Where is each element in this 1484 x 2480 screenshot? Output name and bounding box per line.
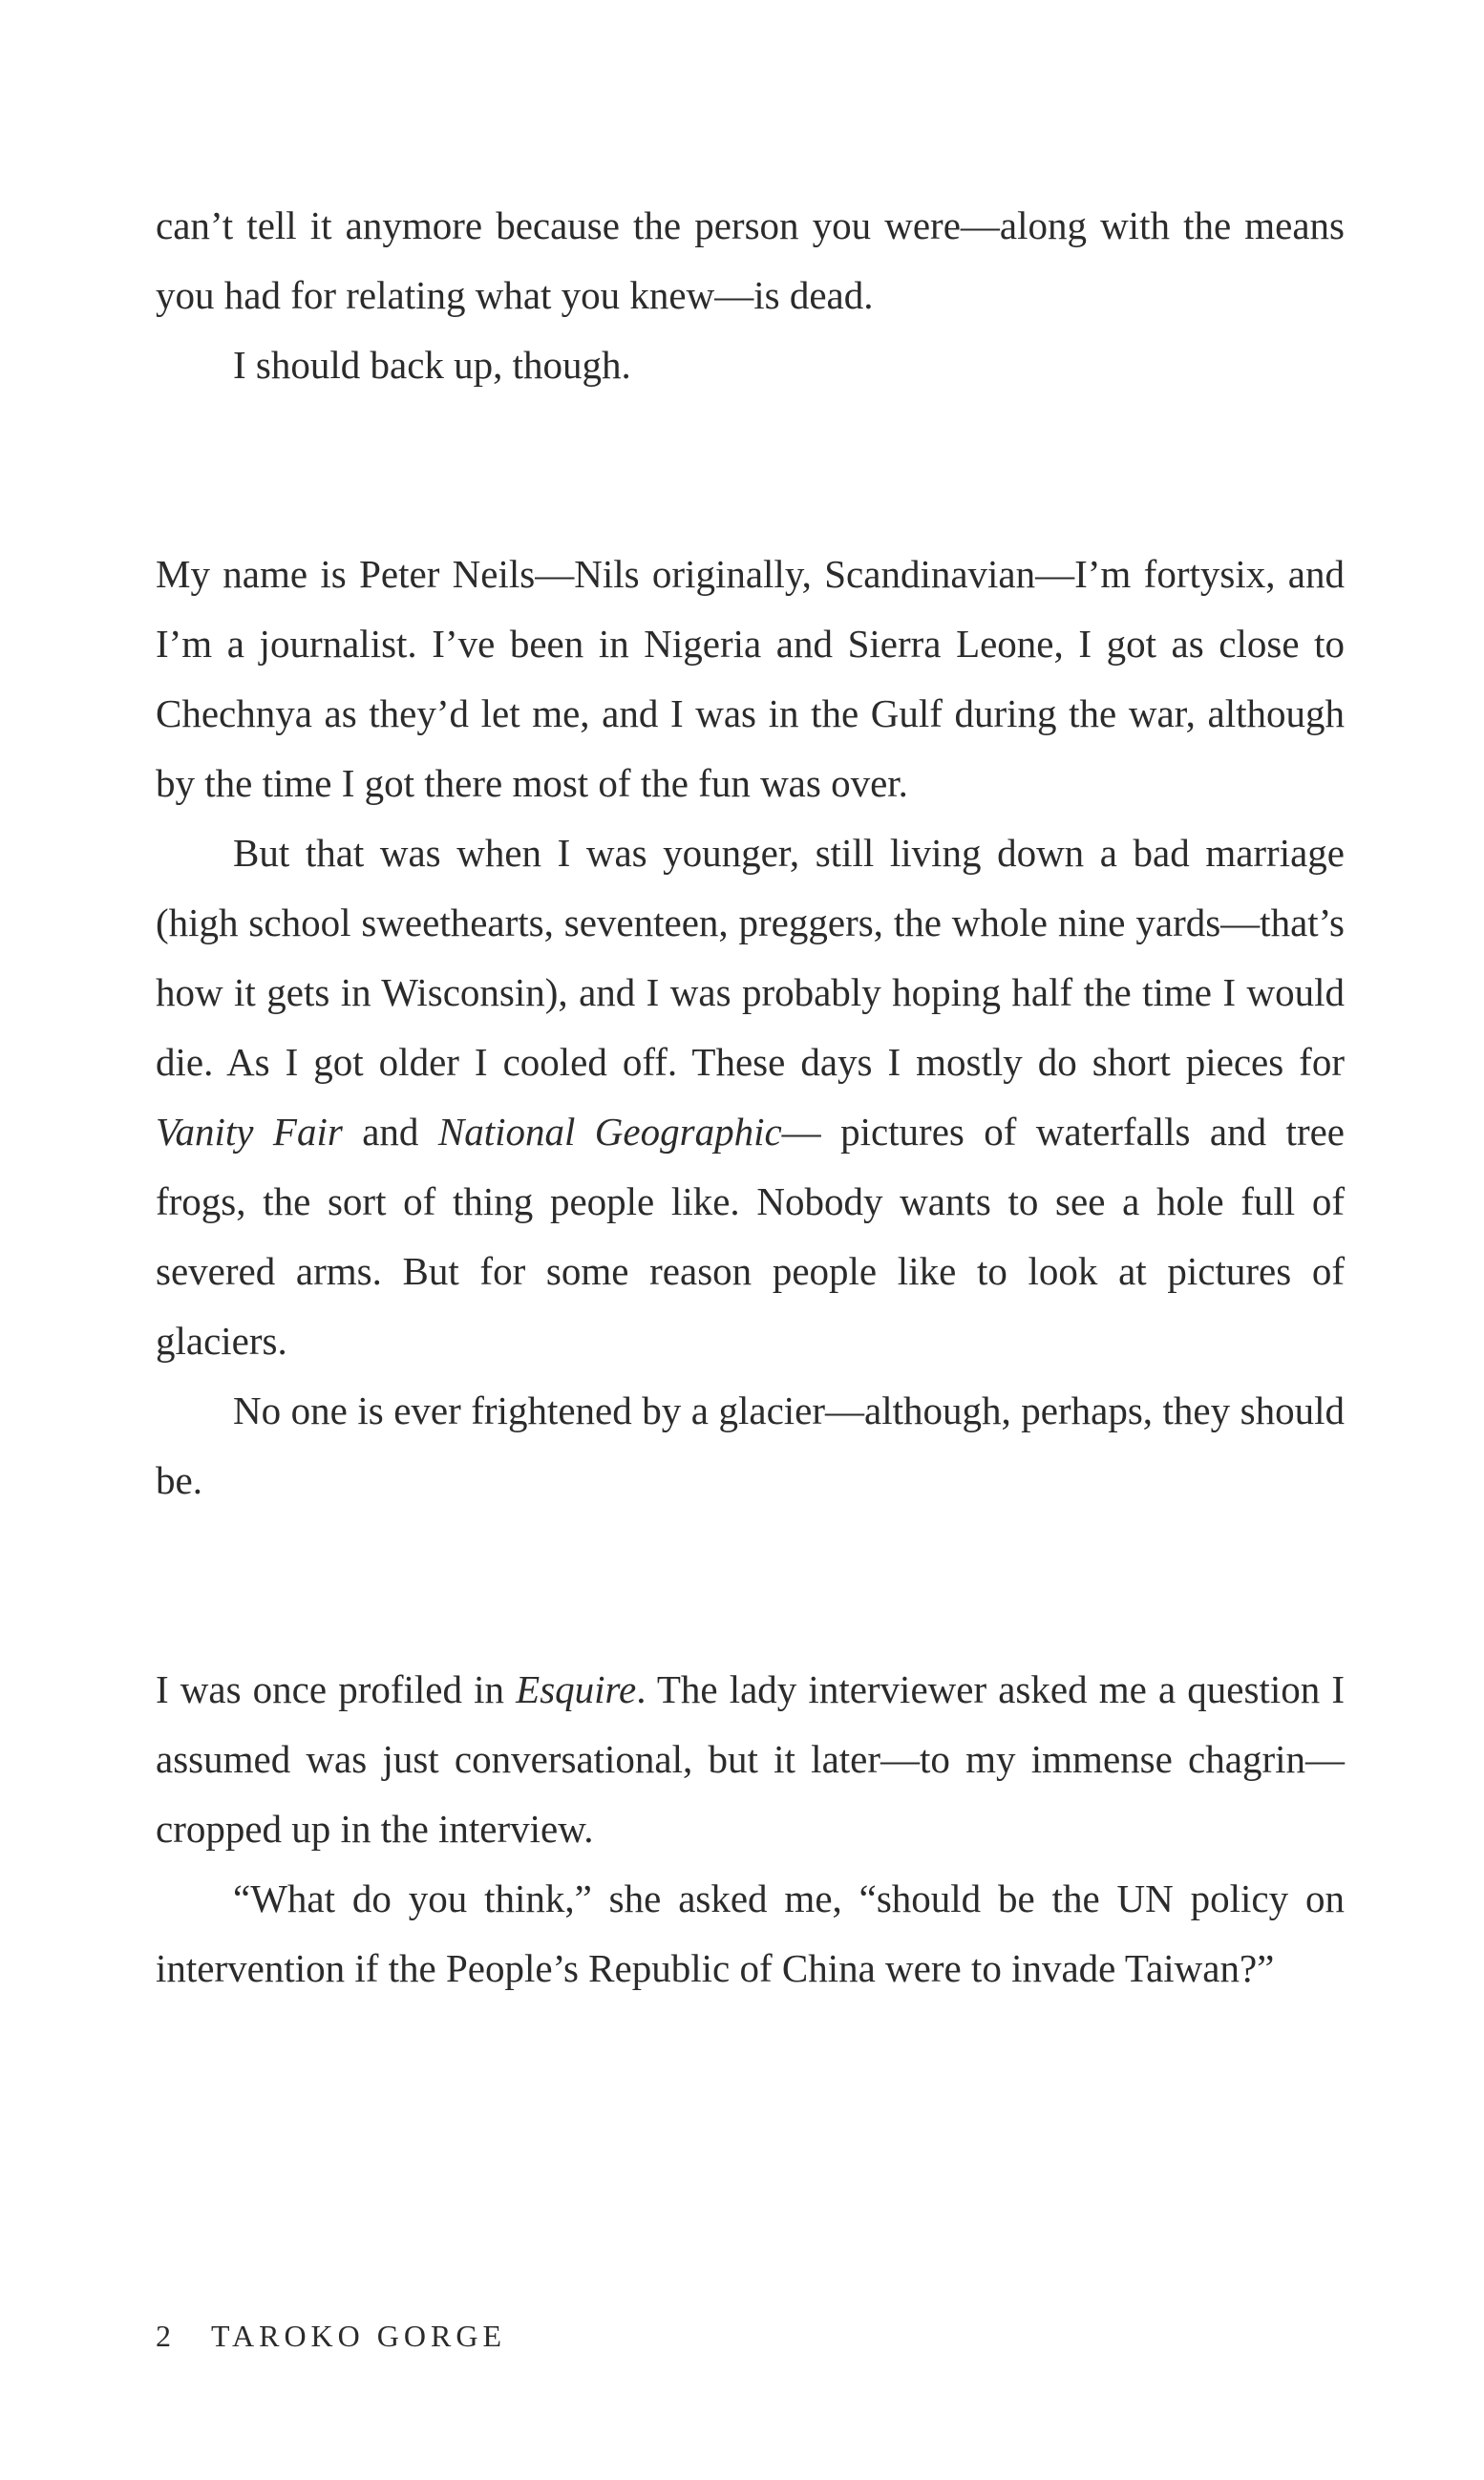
paragraph: [156, 1376, 1345, 1516]
paragraph: [156, 330, 1345, 400]
text-section: [156, 1655, 1345, 2003]
paragraph: [156, 818, 1345, 1376]
text-run: can’t tell it anymore because the person you were—along with the means you had for relating what you knew—is dead.: [156, 203, 1345, 317]
paragraph: [156, 1655, 1345, 1864]
text-run: My name is Peter Neils—Nils originally, Scandinavian—I’m fortysix, and I’m a journalist. I’ve been in Nigeria and Sierra Leone, I got as close to Chechnya as they’d let me, and I was in the Gulf during the war, although by the time I got there most of the fun was over.: [156, 552, 1345, 805]
text-run: . The lady interviewer asked me a question I assumed was just conversational, but it later—to my immense chagrin—cropped up in the interview.: [156, 1667, 1345, 1851]
text-run: I should back up, though.: [233, 343, 631, 387]
page-footer: [156, 2319, 506, 2354]
section-break: [156, 400, 1345, 540]
text-run: and: [342, 1110, 438, 1154]
text-run: — pictures of waterfalls and tree frogs, the sort of thing people like. Nobody wants to see a hole full of severed arms. But for some reason people like to look at pictures of glaciers.: [156, 1110, 1345, 1363]
paragraph: [156, 191, 1345, 330]
running-title: TAROKO GORGE: [211, 2319, 506, 2353]
page-body: [156, 191, 1345, 2003]
italic-title: Esquire: [516, 1667, 637, 1711]
paragraph: [156, 1864, 1345, 2003]
italic-title: National Geographic: [437, 1110, 782, 1154]
italic-title: Vanity Fair: [156, 1110, 343, 1154]
text-run: “What do you think,” she asked me, “should be the UN policy on intervention if the People’s Republic of China were to invade Taiwan?”: [156, 1876, 1345, 1990]
text-section: [156, 540, 1345, 1516]
section-break: [156, 1516, 1345, 1655]
paragraph: [156, 540, 1345, 818]
page-number: 2: [156, 2319, 171, 2353]
text-section: [156, 191, 1345, 400]
text-run: No one is ever frightened by a glacier—although, perhaps, they should be.: [156, 1388, 1345, 1502]
text-run: But that was when I was younger, still living down a bad marriage (high school sweethearts, seventeen, preggers, the whole nine yards—that’s how it gets in Wisconsin), and I was probably hoping half the time I would die. As I got older I cooled off. These days I mostly do short pieces for: [156, 831, 1345, 1084]
text-run: I was once profiled in: [156, 1667, 517, 1711]
